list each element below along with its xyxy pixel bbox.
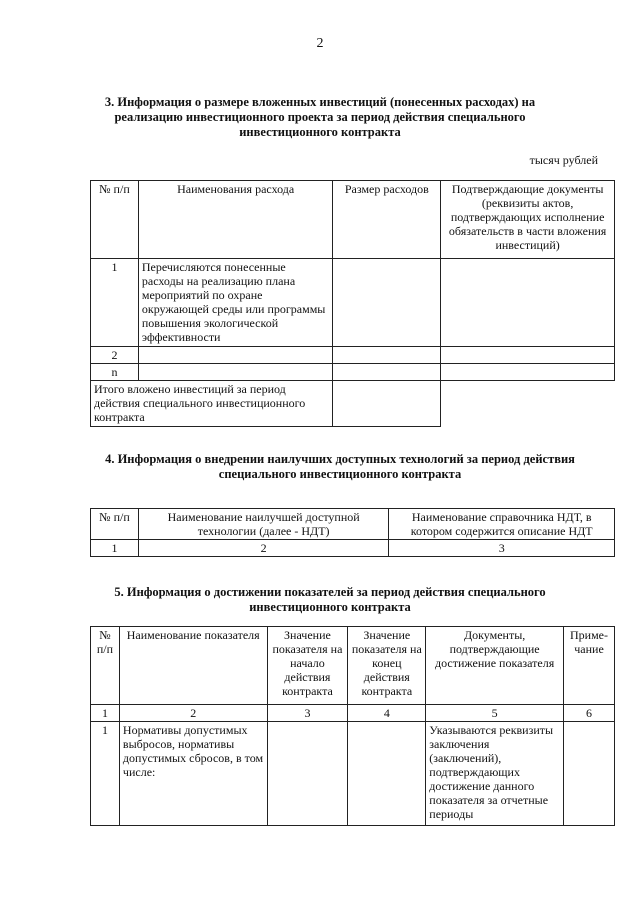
row-amount <box>333 259 441 347</box>
header-ref: Наименование справочника НДТ, в котором содержится описание НДТ <box>389 509 615 540</box>
col-number: 2 <box>138 540 389 557</box>
header-name: Наименование наилучшей доступной технологии (далее - НДТ) <box>138 509 389 540</box>
section3-heading-line: реализацию инвестиционного проекта за период действия специального <box>114 110 526 124</box>
section3-heading-line: 3. Информация о размере вложенных инвестиций (понесенных расходах) на <box>104 95 536 109</box>
row-num: 1 <box>91 722 120 826</box>
column-number-row <box>91 540 615 557</box>
table-row <box>91 347 615 364</box>
row-docs <box>441 347 615 364</box>
col-number: 6 <box>564 705 615 722</box>
header-name: Наименования расхода <box>138 181 333 259</box>
total-amount <box>333 381 441 427</box>
row-docs <box>441 259 615 347</box>
col-number: 2 <box>119 705 267 722</box>
section4-heading-line: специального инвестиционного контракта <box>218 467 462 481</box>
header-name: Наименование показателя <box>119 627 267 705</box>
header-num: № п/п <box>91 627 120 705</box>
table-header-row <box>91 181 615 259</box>
row-num: 2 <box>91 347 139 364</box>
section5-heading-line: 5. Информация о достижении показателей за период действия специального <box>114 585 546 599</box>
total-label: Итого вложено инвестиций за период действия специального инвестиционного контракта <box>91 381 333 427</box>
table-row <box>91 259 615 347</box>
table-header-row <box>91 627 615 705</box>
table-header-row <box>91 509 615 540</box>
section5-heading <box>80 585 580 615</box>
unit-label: тысяч рублей <box>529 153 598 167</box>
header-amount: Размер расходов <box>333 181 441 259</box>
section4-heading-line: 4. Информация о внедрении наилучших доступных технологий за период действия <box>105 452 575 466</box>
table-row <box>91 364 615 381</box>
table-row <box>91 722 615 826</box>
section5-heading-line: инвестиционного контракта <box>249 600 411 614</box>
ndt-table <box>90 508 615 557</box>
header-note: Приме-чание <box>564 627 615 705</box>
col-number: 1 <box>91 540 139 557</box>
col-number: 4 <box>348 705 426 722</box>
row-note <box>564 722 615 826</box>
row-amount <box>333 347 441 364</box>
col-number: 3 <box>389 540 615 557</box>
header-num: № п/п <box>91 509 139 540</box>
column-number-row <box>91 705 615 722</box>
row-name: Перечисляются понесенные расходы на реализацию плана мероприятий по охране окружающей среды или программы повышения экологической эффективности <box>138 259 333 347</box>
row-start <box>267 722 348 826</box>
row-num: 1 <box>91 259 139 347</box>
section3-heading <box>80 95 560 140</box>
row-docs <box>441 364 615 381</box>
header-docs: Документы, подтверждающие достижение показателя <box>426 627 564 705</box>
row-amount <box>333 364 441 381</box>
page-number: 2 <box>316 36 324 51</box>
section4-heading <box>80 452 600 482</box>
header-end: Значение показателя на конец действия контракта <box>348 627 426 705</box>
row-name: Нормативы допустимых выбросов, нормативы допустимых сбросов, в том числе: <box>119 722 267 826</box>
total-row <box>91 381 615 427</box>
col-number: 1 <box>91 705 120 722</box>
col-number: 3 <box>267 705 348 722</box>
section3-heading-line: инвестиционного контракта <box>239 125 401 139</box>
header-num: № п/п <box>91 181 139 259</box>
indicators-table <box>90 626 615 826</box>
row-docs: Указываются реквизиты заключения (заключений), подтверждающих достижение данного показателя за отчетные периоды <box>426 722 564 826</box>
header-docs: Подтверждающие документы (реквизиты актов, подтверждающих исполнение обязательств в части вложения инвестиций) <box>441 181 615 259</box>
header-start: Значение показателя на начало действия контракта <box>267 627 348 705</box>
col-number: 5 <box>426 705 564 722</box>
row-num: n <box>91 364 139 381</box>
row-end <box>348 722 426 826</box>
row-name <box>138 364 333 381</box>
investment-table <box>90 180 615 427</box>
row-name <box>138 347 333 364</box>
